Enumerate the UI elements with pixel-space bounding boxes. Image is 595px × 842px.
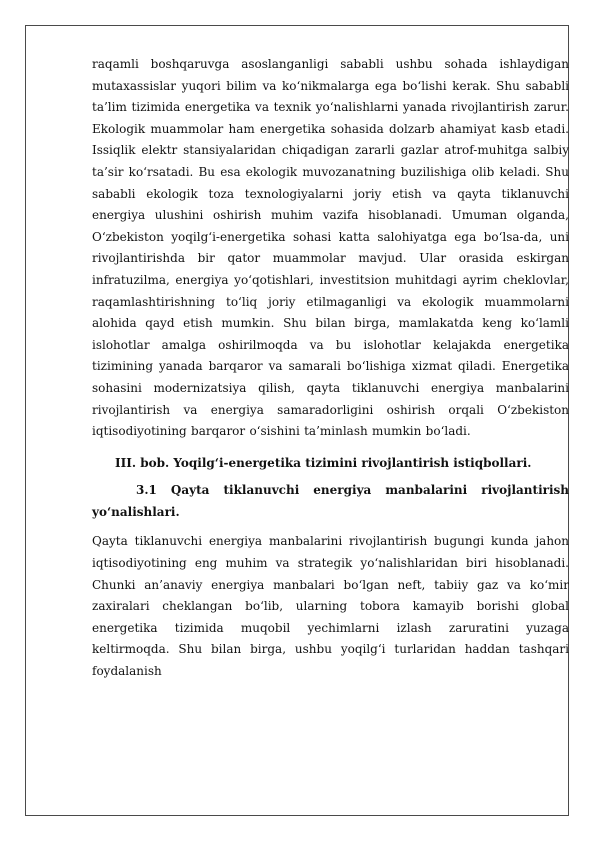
body-paragraph-1: raqamli boshqaruvga asoslanganligi sababli ushbu sohada ishlaydigan mutaxassislar yuqori bilim va ko‘nikmalarga ega bo‘lishi kerak. Shu sababli ta’lim tizimida energetika va texnik yo‘nalishlarni yanada rivojlantirish zarur. Ekologik muammolar ham energetika sohasida dolzarb ahamiyat kasb etadi. Issiqlik elektr stansiyalaridan chiqadigan zararli gazlar atrof-muhitga salbiy ta’sir ko‘rsatadi. Bu esa ekologik muvozanatning buzilishiga olib keladi. Shu sababli ekologik toza texnologiyalarni joriy etish va qayta tiklanuvchi energiya ulushini oshirish muhim vazifa hisoblanadi. Umuman olganda, O‘zbekiston yoqilg‘i-energetika sohasi katta salohiyatga ega bo‘lsa-da, uni rivojlantirishda bir qator muammolar mavjud. Ular orasida eskirgan infratuzilma, energiya yo‘qotishlari, investitsion muhitdagi ayrim cheklovlar, raqamlashtirishning to‘liq joriy etilmaganligi va ekologik muammolarni alohida qayd etish mumkin. Shu bilan birga, mamlakatda keng ko‘lamli islohotlar amalga oshirilmoqda va bu islohotlar kelajakda energetika tizimining yanada barqaror va samarali bo‘lishiga xizmat qiladi. Energetika sohasini modernizatsiya qilish, qayta tiklanuvchi energiya manbalarini rivojlantirish va energiya samaradorligini oshirish orqali O‘zbekiston iqtisodiyotining barqaror o‘sishini ta’minlash mumkin bo‘ladi. xyxy=(92,57,569,439)
chapter-heading: III. bob. Yoqilg‘i-energetika tizimini rivojlantirish istiqbollari. xyxy=(115,455,532,470)
document-body xyxy=(92,54,569,683)
spacer xyxy=(92,443,569,453)
spacer xyxy=(92,523,569,531)
body-paragraph-2: Qayta tiklanuvchi energiya manbalarini rivojlantirish bugungi kunda jahon iqtisodiyotining eng muhim va strategik yo‘nalishlaridan biri hisoblanadi. Chunki an’anaviy energiya manbalari bo‘lgan neft, tabiiy gaz va ko‘mir zaxiralari cheklangan bo‘lib, ularning tobora kamayib borishi global energetika tizimida muqobil yechimlarni izlash zaruratini yuzaga keltirmoqda. Shu bilan birga, ushbu yoqilg‘i turlaridan haddan tashqari foydalanish xyxy=(92,534,569,679)
section-heading: 3.1 Qayta tiklanuvchi energiya manbalarini rivojlantirish yo‘nalishlari. xyxy=(92,483,569,519)
